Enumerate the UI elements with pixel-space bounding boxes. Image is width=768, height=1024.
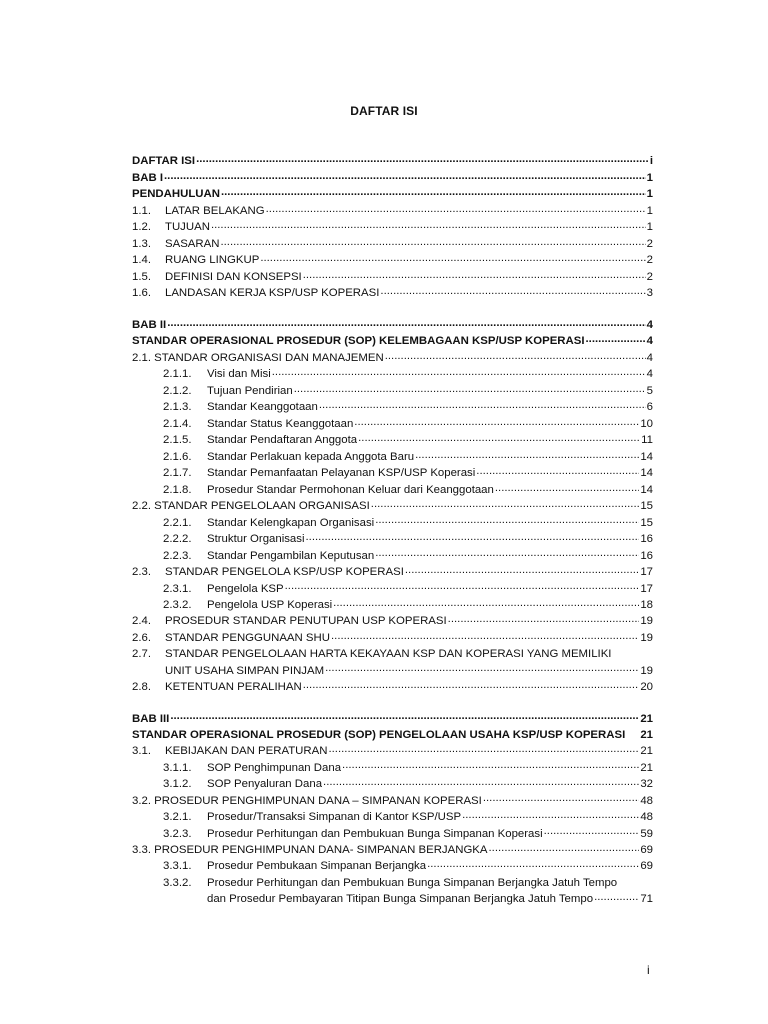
table-of-contents xyxy=(132,153,653,907)
toc-entry-text: SOP Penghimpunan Dana xyxy=(207,761,342,774)
toc-dot-leader xyxy=(325,662,639,673)
toc-entry-text: Pengelola KSP xyxy=(207,582,284,595)
toc-entry[interactable] xyxy=(132,498,653,514)
toc-dot-leader xyxy=(260,252,645,263)
toc-dot-leader xyxy=(170,710,639,721)
toc-entry[interactable] xyxy=(132,875,653,891)
toc-entry-number: 2.1.6. xyxy=(163,450,192,463)
toc-entry[interactable] xyxy=(132,186,653,202)
toc-entry-text: Visi dan Misi xyxy=(207,368,271,381)
toc-entry[interactable] xyxy=(132,759,653,775)
toc-entry-number: 2.2.3. xyxy=(163,549,192,562)
toc-entry-text: STANDAR OPERASIONAL PROSEDUR (SOP) KELEMBAGAAN KSP/USP KOPERASI xyxy=(132,335,585,348)
toc-entry[interactable] xyxy=(132,268,653,284)
toc-entry-number: 2.4. xyxy=(132,615,151,628)
toc-entry[interactable] xyxy=(132,219,653,235)
toc-entry-number: 2.7. xyxy=(132,648,151,661)
toc-entry-page: 18 xyxy=(640,598,653,611)
toc-entry-text: SOP Penyaluran Dana xyxy=(207,778,323,791)
toc-entry[interactable] xyxy=(132,776,653,792)
toc-entry[interactable] xyxy=(132,564,653,580)
toc-entry-text: BAB I xyxy=(132,171,164,184)
toc-dot-leader xyxy=(294,382,646,393)
toc-dot-leader xyxy=(167,316,645,327)
toc-entry-page: 1 xyxy=(646,204,653,217)
toc-entry-number: 2.2.2. xyxy=(163,533,192,546)
toc-entry-page: 4 xyxy=(646,351,653,364)
toc-entry[interactable] xyxy=(132,465,653,481)
toc-entry-text: PROSEDUR STANDAR PENUTUPAN USP KOPERASI xyxy=(165,615,447,628)
toc-entry[interactable] xyxy=(132,382,653,398)
toc-entry-page: 71 xyxy=(640,893,653,906)
toc-entry-page: 21 xyxy=(640,745,653,758)
toc-entry[interactable] xyxy=(132,235,653,251)
toc-entry-number: 2.1.8. xyxy=(163,483,192,496)
toc-dot-leader xyxy=(319,399,646,410)
toc-dot-leader xyxy=(544,825,640,836)
toc-entry[interactable] xyxy=(132,580,653,596)
toc-entry[interactable] xyxy=(132,169,653,185)
toc-entry-text: DAFTAR ISI xyxy=(132,155,196,168)
toc-dot-leader xyxy=(331,630,639,641)
toc-entry-page: 21 xyxy=(640,728,653,741)
toc-entry-page: 5 xyxy=(646,384,653,397)
toc-dot-leader xyxy=(323,776,639,787)
toc-entry[interactable] xyxy=(132,285,653,301)
toc-dot-leader xyxy=(333,597,639,608)
toc-entry-number: 2.8. xyxy=(132,681,151,694)
toc-entry-text: LANDASAN KERJA KSP/USP KOPERASI xyxy=(165,287,380,300)
toc-dot-leader xyxy=(495,481,639,492)
toc-entry[interactable] xyxy=(132,153,653,169)
toc-entry-page: 4 xyxy=(646,335,653,348)
toc-entry-number: 3.3.1. xyxy=(163,860,192,873)
toc-entry-number: 3.1.1. xyxy=(163,761,192,774)
toc-entry[interactable] xyxy=(132,679,653,695)
toc-entry-page: 48 xyxy=(640,794,653,807)
toc-dot-leader xyxy=(385,349,646,360)
toc-entry-text: LATAR BELAKANG xyxy=(165,204,265,217)
toc-entry-page: 11 xyxy=(641,434,653,447)
toc-entry[interactable] xyxy=(132,825,653,841)
toc-entry-number: 2.3.1. xyxy=(163,582,192,595)
toc-entry[interactable] xyxy=(132,630,653,646)
toc-entry[interactable] xyxy=(132,514,653,530)
toc-entry-number: 3.1.2. xyxy=(163,778,192,791)
toc-entry[interactable] xyxy=(132,448,653,464)
toc-entry-page: 17 xyxy=(640,566,653,579)
toc-entry[interactable] xyxy=(132,597,653,613)
toc-entry-text: 3.3. PROSEDUR PENGHIMPUNAN DANA- SIMPANAN BERJANGKA xyxy=(132,843,488,856)
toc-dot-leader xyxy=(272,366,646,377)
toc-entry-text: dan Prosedur Pembayaran Titipan Bunga Simpanan Berjangka Jatuh Tempo xyxy=(207,893,594,906)
toc-entry-page: 59 xyxy=(640,827,653,840)
toc-dot-leader xyxy=(476,465,639,476)
toc-entry-text: Standar Keanggotaan xyxy=(207,401,318,414)
toc-dot-leader xyxy=(371,498,640,509)
toc-entry[interactable] xyxy=(132,662,653,678)
toc-entry-number: 1.3. xyxy=(132,237,151,250)
toc-entry-page: 69 xyxy=(640,860,653,873)
toc-dot-leader xyxy=(164,169,646,180)
toc-entry-text: STANDAR PENGELOLAAN HARTA KEKAYAAN KSP DAN KOPERASI YANG MEMILIKI xyxy=(165,648,612,661)
toc-entry-page: 69 xyxy=(640,843,653,856)
toc-dot-leader xyxy=(221,186,646,197)
toc-entry-text: Standar Kelengkapan Organisasi xyxy=(207,516,375,529)
toc-dot-leader xyxy=(354,415,639,426)
toc-entry-text: STANDAR PENGGUNAAN SHU xyxy=(165,631,330,644)
toc-entry[interactable] xyxy=(132,792,653,808)
toc-entry-text: KEBIJAKAN DAN PERATURAN xyxy=(165,745,328,758)
toc-dot-leader xyxy=(586,333,646,344)
toc-entry-page: 15 xyxy=(640,516,653,529)
toc-entry-number: 2.2.1. xyxy=(163,516,192,529)
toc-entry-page: 2 xyxy=(646,254,653,267)
toc-dot-leader xyxy=(448,613,640,624)
toc-entry-page: 16 xyxy=(640,549,653,562)
toc-entry-text: SASARAN xyxy=(165,237,220,250)
toc-entry-text: Standar Pengambilan Keputusan xyxy=(207,549,375,562)
toc-entry-text: STANDAR OPERASIONAL PROSEDUR (SOP) PENGELOLAAN USAHA KSP/USP KOPERASI xyxy=(132,728,626,741)
toc-entry-text: Standar Pendaftaran Anggota xyxy=(207,434,358,447)
toc-dot-leader xyxy=(358,432,640,443)
toc-entry-text: Prosedur Standar Permohonan Keluar dari Keanggotaan xyxy=(207,483,494,496)
toc-entry-text: BAB II xyxy=(132,318,167,331)
toc-entry[interactable] xyxy=(132,202,653,218)
toc-dot-leader xyxy=(211,219,646,230)
toc-dot-leader xyxy=(220,235,645,246)
toc-dot-leader xyxy=(483,792,640,803)
toc-entry-page: 10 xyxy=(640,417,653,430)
toc-dot-leader xyxy=(375,514,639,525)
toc-entry-number: 3.2.3. xyxy=(163,827,192,840)
toc-entry[interactable] xyxy=(132,727,653,743)
toc-entry-text: KETENTUAN PERALIHAN xyxy=(165,681,302,694)
toc-entry[interactable] xyxy=(132,842,653,858)
toc-dot-leader xyxy=(303,679,640,690)
toc-dot-leader xyxy=(328,743,639,754)
toc-entry-page: 19 xyxy=(640,615,653,628)
toc-entry-number: 2.3. xyxy=(132,566,151,579)
toc-entry-page: 4 xyxy=(646,368,653,381)
toc-entry-number: 2.1.5. xyxy=(163,434,192,447)
toc-entry-page: 1 xyxy=(646,188,653,201)
toc-entry-text: DEFINISI DAN KONSEPSI xyxy=(165,270,302,283)
toc-entry[interactable] xyxy=(132,743,653,759)
toc-entry[interactable] xyxy=(132,547,653,563)
toc-entry[interactable] xyxy=(132,613,653,629)
toc-dot-leader xyxy=(375,547,639,558)
toc-entry-page: 14 xyxy=(640,450,653,463)
toc-entry-text: Tujuan Pendirian xyxy=(207,384,293,397)
toc-entry-page: 16 xyxy=(640,533,653,546)
footer-page-number: i xyxy=(647,963,650,977)
toc-entry[interactable] xyxy=(132,809,653,825)
toc-entry[interactable] xyxy=(132,252,653,268)
toc-entry[interactable] xyxy=(132,481,653,497)
toc-entry-number: 2.1.2. xyxy=(163,384,192,397)
toc-entry-text: 2.2. STANDAR PENGELOLAAN ORGANISASI xyxy=(132,500,370,513)
toc-entry-text: 3.2. PROSEDUR PENGHIMPUNAN DANA – SIMPANAN KOPERASI xyxy=(132,794,482,807)
toc-dot-leader xyxy=(427,858,639,869)
toc-entry-number: 3.2.1. xyxy=(163,811,192,824)
toc-entry-number: 2.1.4. xyxy=(163,417,192,430)
toc-dot-leader xyxy=(415,448,639,459)
toc-dot-leader xyxy=(266,202,646,213)
toc-entry-number: 2.1.3. xyxy=(163,401,192,414)
toc-entry[interactable] xyxy=(132,349,653,365)
toc-entry-number: 1.6. xyxy=(132,287,151,300)
toc-entry-page: 6 xyxy=(646,401,653,414)
toc-entry-number: 1.1. xyxy=(132,204,151,217)
toc-entry-page: 19 xyxy=(640,664,653,677)
toc-entry-page: 21 xyxy=(640,712,653,725)
toc-dot-leader xyxy=(196,153,649,164)
toc-entry-text: Struktur Organisasi xyxy=(207,533,305,546)
toc-dot-leader xyxy=(380,285,645,296)
toc-entry-page: 20 xyxy=(640,681,653,694)
toc-entry-page: 2 xyxy=(646,270,653,283)
toc-entry[interactable] xyxy=(132,432,653,448)
toc-entry-page: 3 xyxy=(646,287,653,300)
toc-entry-number: 2.1.1. xyxy=(163,368,192,381)
toc-entry[interactable] xyxy=(132,366,653,382)
toc-entry[interactable] xyxy=(132,531,653,547)
toc-entry-text: UNIT USAHA SIMPAN PINJAM xyxy=(165,664,325,677)
toc-dot-leader xyxy=(285,580,640,591)
toc-entry-number: 2.1.7. xyxy=(163,467,192,480)
toc-entry[interactable] xyxy=(132,316,653,332)
toc-dot-leader xyxy=(462,809,639,820)
toc-entry-text: Standar Perlakuan kepada Anggota Baru xyxy=(207,450,415,463)
toc-entry-text: STANDAR PENGELOLA KSP/USP KOPERASI xyxy=(165,566,404,579)
toc-entry-text: Pengelola USP Koperasi xyxy=(207,598,333,611)
toc-entry-page: 1 xyxy=(646,221,653,234)
toc-entry-text: 2.1. STANDAR ORGANISASI DAN MANAJEMEN xyxy=(132,351,384,364)
toc-entry-page: 4 xyxy=(646,318,653,331)
toc-entry[interactable] xyxy=(132,858,653,874)
toc-entry-page: 1 xyxy=(646,171,653,184)
toc-entry-text: Prosedur Perhitungan dan Pembukuan Bunga Simpanan Koperasi xyxy=(207,827,543,840)
toc-title: DAFTAR ISI xyxy=(350,104,418,118)
toc-entry-page: i xyxy=(649,155,653,168)
toc-entry-page: 14 xyxy=(640,467,653,480)
toc-entry-page: 19 xyxy=(640,631,653,644)
toc-entry-page: 48 xyxy=(640,811,653,824)
toc-entry-text: RUANG LINGKUP xyxy=(165,254,260,267)
toc-entry-text: PENDAHULUAN xyxy=(132,188,220,201)
toc-entry-page: 21 xyxy=(640,761,653,774)
toc-entry-page: 17 xyxy=(640,582,653,595)
toc-dot-leader xyxy=(489,842,640,853)
toc-entry-number: 1.2. xyxy=(132,221,151,234)
toc-entry-number: 1.4. xyxy=(132,254,151,267)
toc-entry[interactable] xyxy=(132,646,653,662)
toc-entry-number: 2.3.2. xyxy=(163,598,192,611)
toc-dot-leader xyxy=(303,268,646,279)
toc-dot-leader xyxy=(594,891,639,902)
toc-entry-number: 3.1. xyxy=(132,745,151,758)
toc-entry-page: 15 xyxy=(640,500,653,513)
toc-entry-text: Prosedur/Transaksi Simpanan di Kantor KSP/USP xyxy=(207,811,462,824)
toc-entry-text: Prosedur Perhitungan dan Pembukuan Bunga Simpanan Berjangka Jatuh Tempo xyxy=(207,876,618,889)
toc-entry-text: BAB III xyxy=(132,712,170,725)
toc-dot-leader xyxy=(342,759,639,770)
toc-entry-page: 2 xyxy=(646,237,653,250)
toc-dot-leader xyxy=(306,531,640,542)
toc-entry-number: 1.5. xyxy=(132,270,151,283)
toc-entry-text: Standar Status Keanggotaan xyxy=(207,417,354,430)
toc-entry-text: Prosedur Pembukaan Simpanan Berjangka xyxy=(207,860,427,873)
toc-entry[interactable] xyxy=(132,333,653,349)
toc-entry[interactable] xyxy=(132,399,653,415)
toc-entry-page: 32 xyxy=(640,778,653,791)
toc-entry-number: 2.6. xyxy=(132,631,151,644)
toc-entry-text: Standar Pemanfaatan Pelayanan KSP/USP Koperasi xyxy=(207,467,476,480)
toc-dot-leader xyxy=(405,564,639,575)
toc-entry-page: 14 xyxy=(640,483,653,496)
toc-entry[interactable] xyxy=(132,891,653,907)
toc-entry[interactable] xyxy=(132,415,653,431)
toc-entry-text: TUJUAN xyxy=(165,221,210,234)
toc-entry[interactable] xyxy=(132,710,653,726)
toc-entry-number: 3.3.2. xyxy=(163,876,192,889)
